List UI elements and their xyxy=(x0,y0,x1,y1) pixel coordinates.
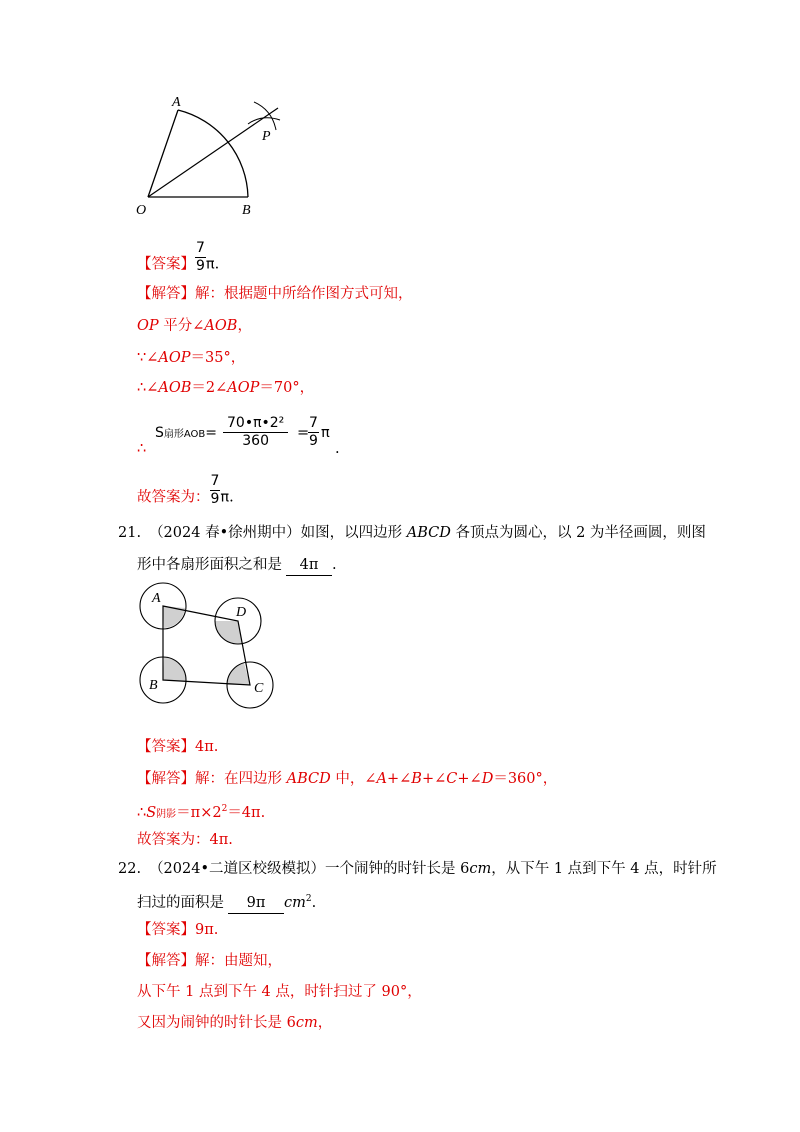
final-answer-q20 xyxy=(137,473,234,508)
question-21-stem-2 xyxy=(137,555,337,576)
period: . xyxy=(229,489,234,506)
text: A xyxy=(376,771,387,787)
text: B xyxy=(411,771,422,787)
text: OP xyxy=(137,318,159,334)
superscript: 2 xyxy=(305,894,312,904)
pi-symbol: π xyxy=(321,425,330,441)
analysis-line-q21-2 xyxy=(137,799,265,825)
answer-tag: 【答案】 xyxy=(137,256,195,273)
text: ，从下午 1 点到下午 4 点，时针所 xyxy=(491,861,717,877)
label-b: B xyxy=(149,678,158,693)
text: ∴∠ xyxy=(137,380,159,396)
answer-line-q20 xyxy=(137,240,220,275)
text: （2024 春•徐州期中）如图，以四边形 xyxy=(149,525,407,541)
analysis-tag: 【解答】 xyxy=(137,771,195,787)
analysis-tag: 【解答】 xyxy=(137,953,195,969)
text: ∵∠ xyxy=(137,350,159,366)
construction-arc-1 xyxy=(254,102,276,130)
period: . xyxy=(311,895,317,911)
period: . xyxy=(214,256,220,273)
superscript: 2 xyxy=(221,804,228,814)
text: 中，∠ xyxy=(330,771,377,787)
analysis-line-q22-3 xyxy=(137,1013,332,1033)
analysis-line-2 xyxy=(137,316,252,336)
period: . xyxy=(335,441,340,457)
label-o: O xyxy=(136,203,147,218)
construction-arc-2 xyxy=(248,118,280,124)
text: ＝4π. xyxy=(227,805,266,821)
label-c: C xyxy=(254,681,264,696)
analysis-line-4 xyxy=(137,378,314,398)
question-number: 22. xyxy=(118,861,142,877)
answer-fraction: $\frac{7}{9}$ xyxy=(196,240,205,274)
text: 形中各扇形面积之和是 xyxy=(137,557,282,573)
text: 解：在四边形 xyxy=(195,771,287,787)
question-number: 21. xyxy=(118,525,142,541)
text: 扫过的面积是 xyxy=(137,895,224,911)
answer-blank: 9π xyxy=(228,893,284,914)
segment-oa xyxy=(148,110,178,197)
question-22-stem-1 xyxy=(118,859,717,879)
quadrilateral-figure xyxy=(130,582,280,717)
final-answer-q21: 故答案为：4π. xyxy=(137,832,233,848)
result-fraction: $\frac{7}{9}$ xyxy=(309,415,318,449)
label-a: A xyxy=(172,95,181,110)
analysis-line-q22-1 xyxy=(137,951,282,971)
text: ， xyxy=(317,1015,333,1031)
answer-text: 9π. xyxy=(195,922,219,938)
text: ， xyxy=(237,318,252,334)
text: AOP xyxy=(227,380,260,396)
sector-d xyxy=(215,621,242,644)
text: C xyxy=(446,771,458,787)
text: +∠ xyxy=(386,771,412,787)
period: . xyxy=(332,557,337,573)
sector-figure xyxy=(130,90,300,220)
text: ＝360°， xyxy=(493,771,558,787)
answer-blank: 4π xyxy=(286,555,332,576)
text: AOB xyxy=(158,380,192,396)
answer-line-q22 xyxy=(137,920,218,940)
area-fraction: $\frac{\text{70•π•2²}}{360}$ xyxy=(223,415,288,450)
text: 各顶点为圆心，以 2 为半径画圆，则图 xyxy=(450,525,706,541)
question-21-stem-1 xyxy=(118,523,706,543)
text: ＝35°， xyxy=(190,350,246,366)
answer-tag: 【答案】 xyxy=(137,739,195,755)
text: ABCD xyxy=(286,771,331,787)
pi-symbol: π xyxy=(205,256,215,273)
analysis-text: 解：根据题中所给作图方式可知， xyxy=(195,286,413,302)
answer-line-q21 xyxy=(137,737,218,757)
text: S xyxy=(146,805,157,821)
text: ＝70°， xyxy=(259,380,315,396)
text: cm xyxy=(469,861,492,877)
area-symbol: S扇形AOB= xyxy=(155,425,218,441)
analysis-line-q21-1 xyxy=(137,769,557,789)
text: ABCD xyxy=(406,525,451,541)
text: ＝2∠ xyxy=(191,380,228,396)
text: +∠ xyxy=(457,771,482,787)
text: 平分∠ xyxy=(158,318,205,334)
ray-op xyxy=(148,108,278,197)
text: 解：由题知， xyxy=(195,953,282,969)
label-a: A xyxy=(152,591,161,606)
answer-tag: 【答案】 xyxy=(137,922,195,938)
subscript: 阴影 xyxy=(156,809,177,820)
analysis-line-q22-2: 从下午 1 点到下午 4 点，时针扫过了 90°， xyxy=(137,984,422,1000)
text: 又因为闹钟的时针长是 6 xyxy=(137,1015,296,1031)
analysis-tag: 【解答】 xyxy=(137,286,195,302)
text: ∴ xyxy=(137,805,147,821)
text: AOB xyxy=(204,318,238,334)
label-d: D xyxy=(236,605,247,620)
pi-symbol: π xyxy=(220,489,230,506)
text: D xyxy=(481,771,494,787)
analysis-line-3 xyxy=(137,348,245,368)
unit: cm xyxy=(284,895,306,911)
text: +∠ xyxy=(421,771,447,787)
equals: = xyxy=(297,425,310,441)
therefore-sign: ∴ xyxy=(137,441,147,457)
analysis-line-1 xyxy=(137,284,413,304)
text: ＝π×2 xyxy=(176,805,222,821)
label-b: B xyxy=(242,203,251,218)
text: 故答案为： xyxy=(137,489,210,506)
answer-text: 4π. xyxy=(195,739,219,755)
text: AOP xyxy=(158,350,191,366)
text: （2024•二道区校级模拟）一个闹钟的时针长是 6 xyxy=(149,861,470,877)
label-p: P xyxy=(262,129,271,144)
text: cm xyxy=(295,1015,318,1031)
final-fraction: $\frac{7}{9}$ xyxy=(210,473,220,507)
question-22-stem-2 xyxy=(137,889,316,914)
arc-ab xyxy=(178,110,248,197)
